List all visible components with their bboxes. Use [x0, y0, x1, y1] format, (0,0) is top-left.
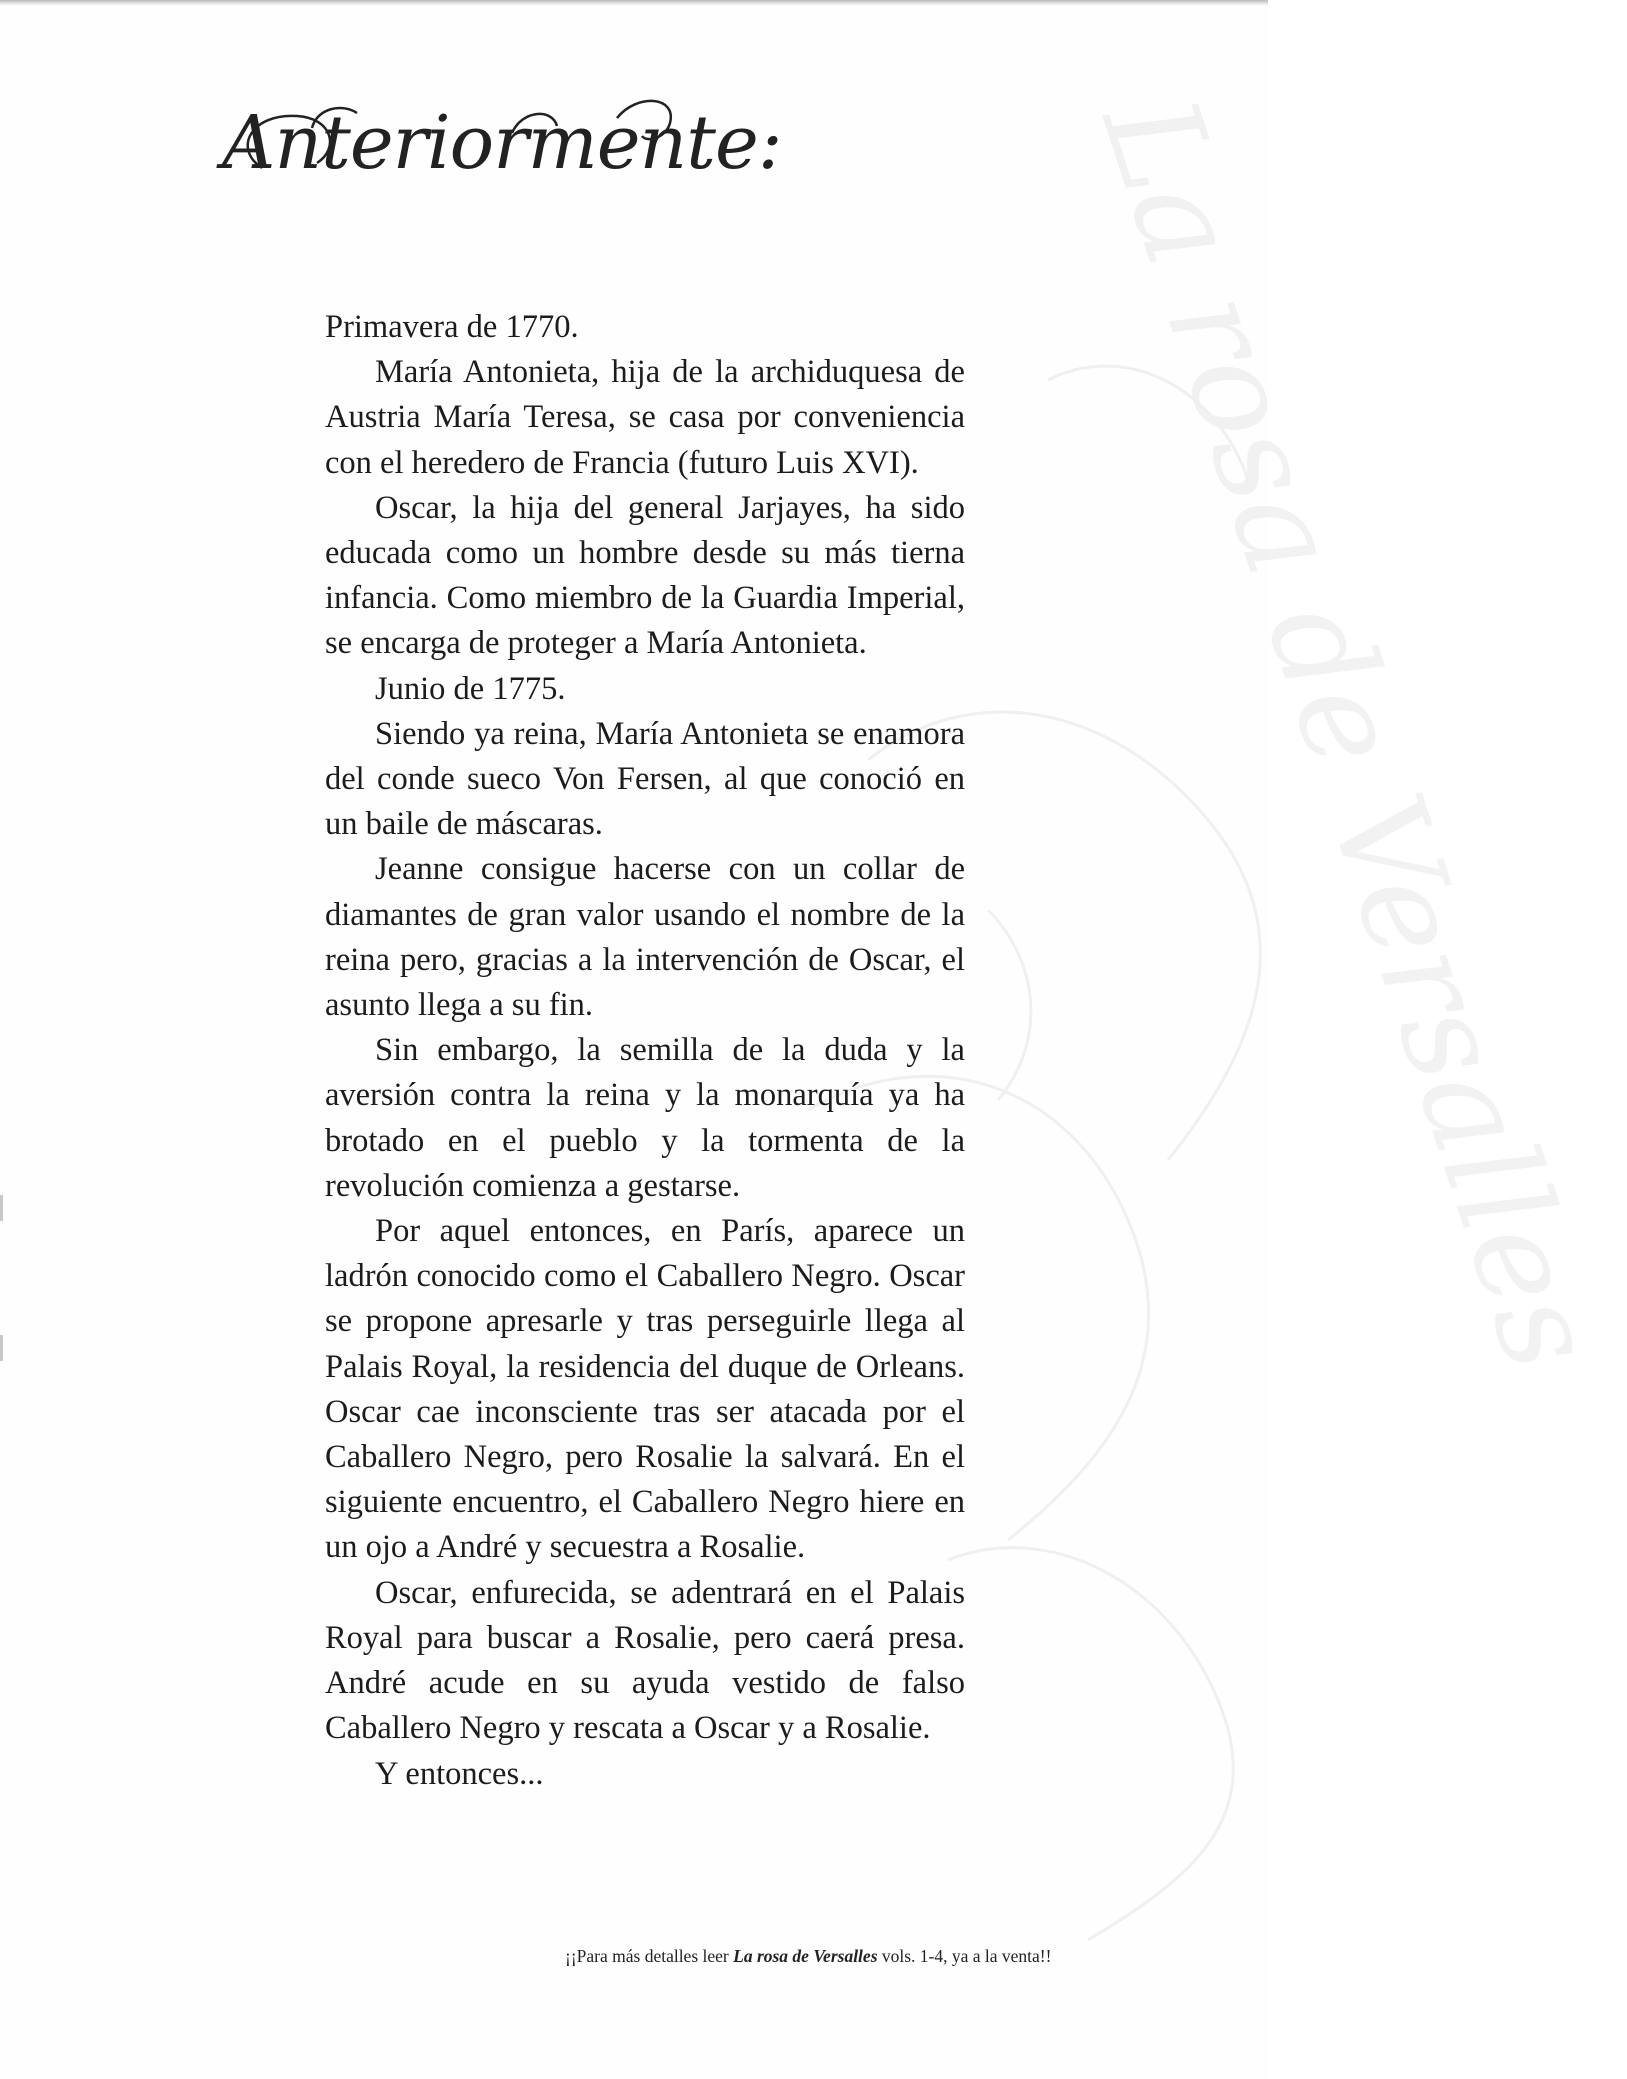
- paragraph: Junio de 1775.: [375, 670, 566, 707]
- body-text: [325, 305, 965, 1797]
- heading-text: Anteriormente:: [222, 100, 782, 186]
- paragraph: Sin embargo, la semilla de la duda y la aversión contra la reina y la monarquía ya ha brotado en el pueblo y la tormenta de la revolución comienza a gestarse.: [325, 1032, 965, 1204]
- paragraph: Por aquel entonces, en París, aparece un ladrón conocido como el Caballero Negro. Oscar se propone apresarle y tras perseguirle llega al Palais Royal, la residencia del duque de Orleans. Oscar cae inconsciente tras ser atacada por el Caballero Negro, pero Rosalie la salvará. En el siguiente encuentro, el Caballero Negro hiere en un ojo a André y secuestra a Rosalie.: [325, 1213, 965, 1566]
- footer-suffix: vols. 1-4, ya a la venta!!: [877, 1946, 1052, 1966]
- watermark-title: La rosa de Versalles: [1073, 80, 1627, 1387]
- page-top-edge: [0, 0, 1268, 6]
- scan-edge-mark: [0, 1335, 3, 1361]
- footer-book-title: La rosa de Versalles: [733, 1946, 878, 1966]
- section-heading: [222, 88, 782, 208]
- paragraph: Y entonces...: [375, 1755, 544, 1792]
- paragraph: Oscar, enfurecida, se adentrará en el Palais Royal para buscar a Rosalie, pero caerá presa. André acude en su ayuda vestido de falso Caballero Negro y rescata a Oscar y a Rosalie.: [325, 1574, 965, 1747]
- footer-note: [565, 1946, 1265, 1967]
- paragraph: Oscar, la hija del general Jarjayes, ha sido educada como un hombre desde su más tierna infancia. Como miembro de la Guardia Imperial, se encarga de proteger a María Antonieta.: [325, 489, 965, 662]
- paragraph: Jeanne consigue hacerse con un collar de diamantes de gran valor usando el nombre de la reina pero, gracias a la intervención de Oscar, el asunto llega a su fin.: [325, 851, 965, 1024]
- paragraph: María Antonieta, hija de la archiduquesa de Austria María Teresa, se casa por conveniencia con el heredero de Francia (futuro Luis XVI).: [325, 354, 965, 481]
- footer-prefix: ¡¡Para más detalles leer: [565, 1946, 734, 1966]
- paragraph: Primavera de 1770.: [325, 309, 579, 345]
- scan-edge-mark: [0, 1195, 3, 1221]
- paragraph: Siendo ya reina, María Antonieta se enamora del conde sueco Von Fersen, al que conoció en un baile de máscaras.: [325, 715, 965, 843]
